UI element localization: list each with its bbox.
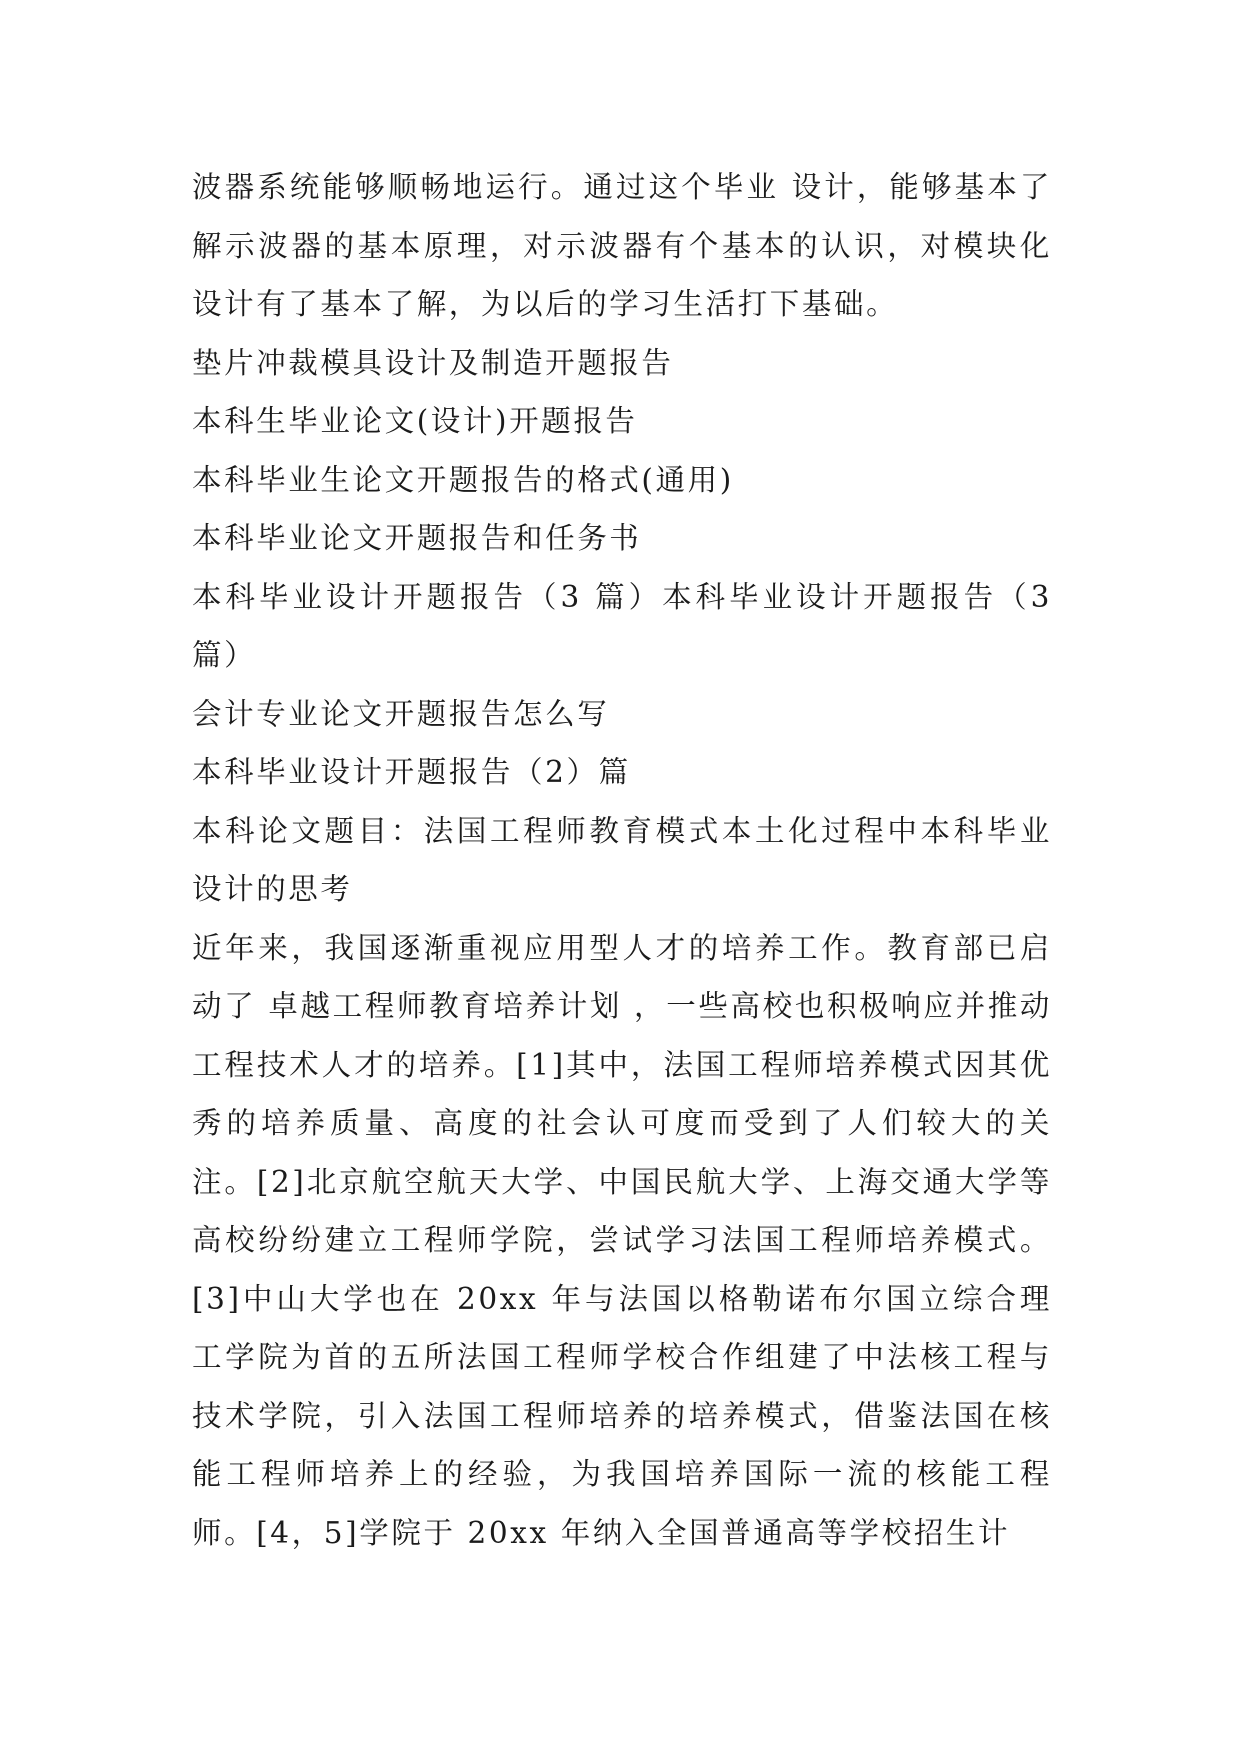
document-body [192,158,1052,1562]
related-title-6: 会计专业论文开题报告怎么写 [192,696,610,731]
related-title-4: 本科毕业论文开题报告和任务书 [192,521,642,555]
related-title-1: 垫片冲裁模具设计及制造开题报告 [192,345,674,380]
related-title-2: 本科生毕业论文(设计)开题报告 [192,404,638,438]
related-title-7: 本科毕业设计开题报告（2）篇 [192,755,631,789]
paper-title: 本科论文题目：法国工程师教育模式本土化过程中本科毕业设计的思考 [192,813,1052,906]
intro-paragraph: 波器系统能够顺畅地运行。通过这个毕业 设计，能够基本了解示波器的基本原理，对示波器有个基本的认识，对模块化设计有了基本了解，为以后的学习生活打下基础。 [192,170,1052,321]
body-paragraph: 近年来，我国逐渐重视应用型人才的培养工作。教育部已启动了 卓越工程师教育培养计划 ，一些高校也积极响应并推动工程技术人才的培养。[1]其中，法国工程师培养模式因其优秀的培养质量、高度的社会认可度而受到了人们较大的关注。[2]北京航空航天大学、中国民航大学、上海交通大学等高校纷纷建立工程师学院，尝试学习法国工程师培养模式。[3]中山大学也在 20xx 年与法国以格勒诺布尔国立综合理工学院为首的五所法国工程师学校合作组建了中法核工程与技术学院，引入法国工程师培养的培养模式，借鉴法国在核能工程师培养上的经验，为我国培养国际一流的核能工程师。[4，5]学院于 20xx 年纳入全国普通高等学校招生计 [192,930,1052,1550]
related-title-5: 本科毕业设计开题报告（3 篇）本科毕业设计开题报告（3 篇） [192,579,1052,672]
related-title-3: 本科毕业生论文开题报告的格式(通用) [192,462,734,497]
